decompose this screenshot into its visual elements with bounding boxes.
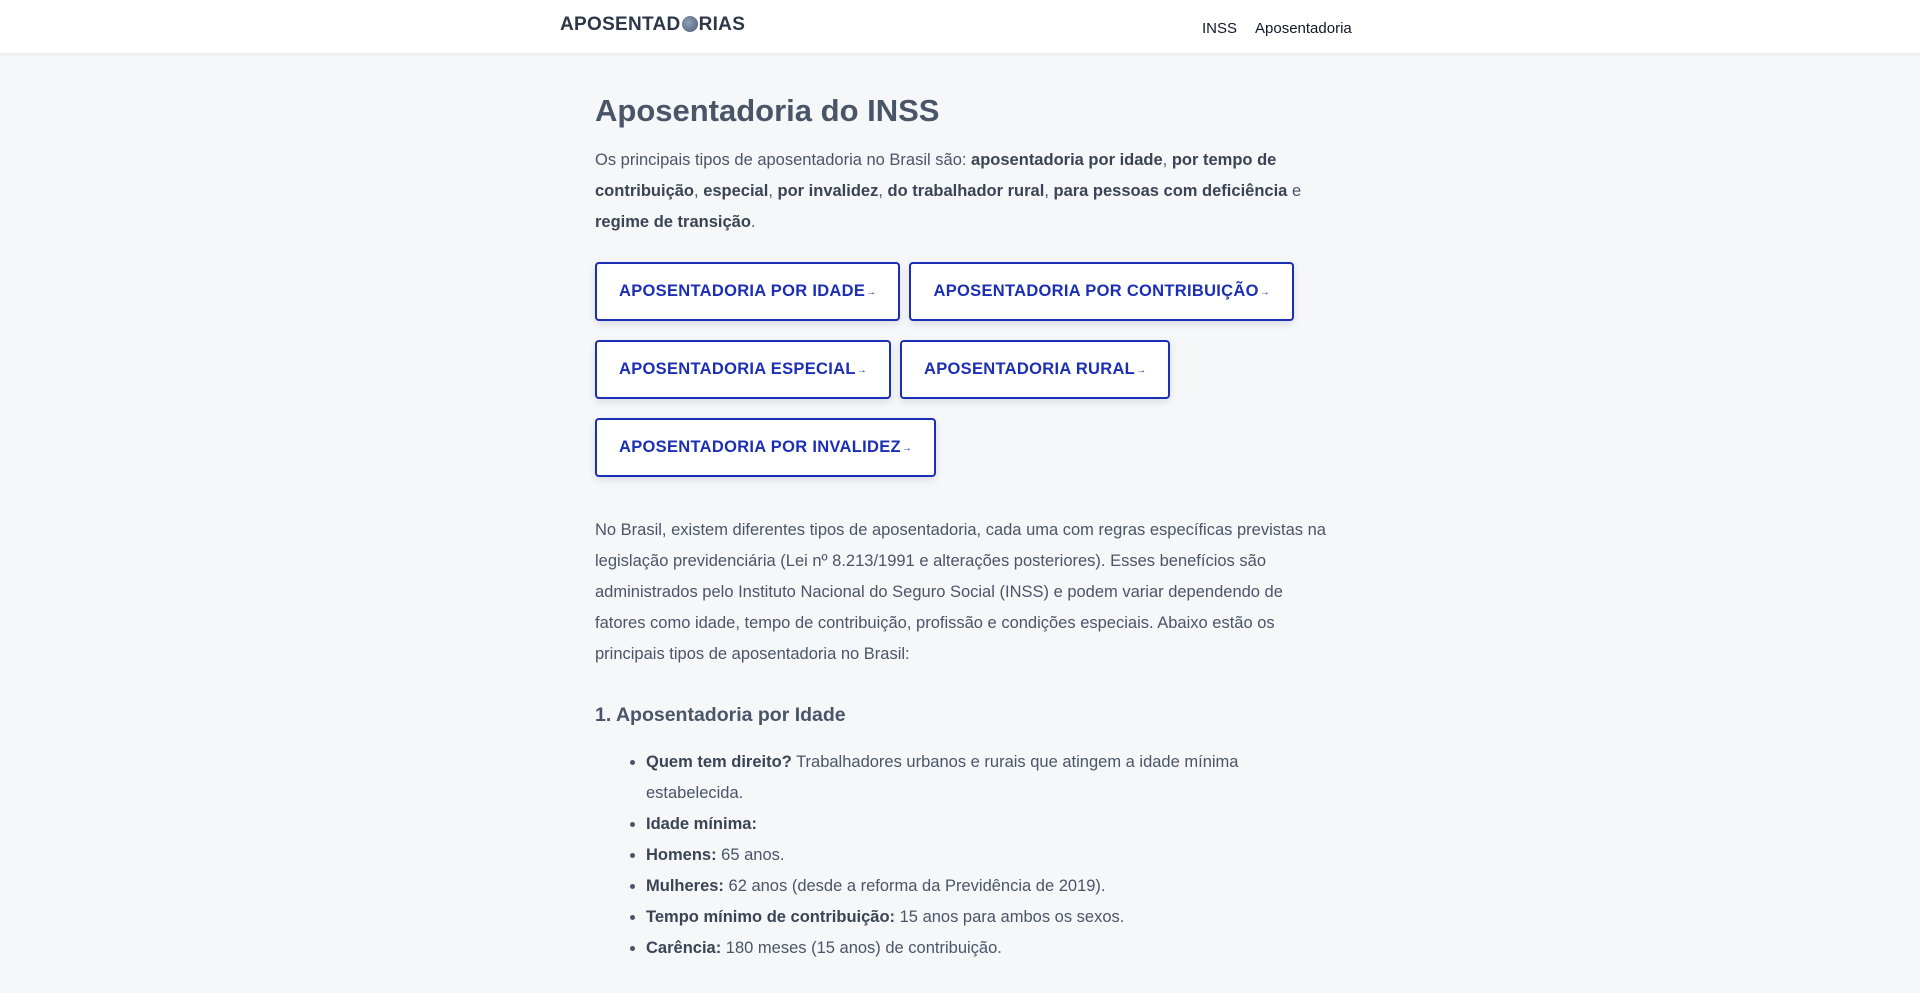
page-title: Aposentadoria do INSS <box>595 93 940 128</box>
arrow-right-icon: → <box>901 443 913 455</box>
main-nav <box>1202 20 1352 37</box>
logo-text-right: RIAS <box>698 14 746 35</box>
list-item: • Quem tem direito? Trabalhadores urbanos e rurais que atingem a idade mínima estabelecida. <box>646 747 1335 809</box>
top-navbar <box>0 0 1920 53</box>
list-item: • Homens: 65 anos. <box>646 840 1335 871</box>
site-logo[interactable] <box>560 14 745 36</box>
overview-paragraph: No Brasil, existem diferentes tipos de aposentadoria, cada uma com regras específicas previstas na legislação previdenciária (Lei nº 8.213/1991 e alterações posteriores). Esses benefícios são administrados pelo Instituto Nacional do Seguro Social (INSS) e podem variar dependendo de fatores como idade, tempo de contribuição, profissão e condições especiais. Abaixo estão os principais tipos de aposentadoria no Brasil: <box>595 521 1326 664</box>
nav-link-inss[interactable]: INSS <box>1202 20 1238 37</box>
arrow-right-icon: → <box>1136 365 1147 377</box>
button-aposentadoria-invalidez[interactable]: APOSENTADORIA POR INVALIDEZ → <box>595 418 936 477</box>
retirement-type-buttons <box>595 262 1335 477</box>
arrow-right-icon: → <box>1259 287 1271 299</box>
section-heading-idade: 1. Aposentadoria por Idade <box>595 704 846 727</box>
requirements-list <box>595 747 1335 964</box>
list-item: • Carência: 180 meses (15 anos) de contribuição. <box>646 933 1335 964</box>
arrow-right-icon: → <box>856 365 868 377</box>
list-item: • Tempo mínimo de contribuição: 15 anos para ambos os sexos. <box>646 902 1335 933</box>
list-item: • Mulheres: 62 anos (desde a reforma da Previdência de 2019). <box>646 871 1335 902</box>
nav-link-aposentadoria[interactable]: Aposentadoria <box>1255 20 1352 37</box>
arrow-right-icon: → <box>866 287 877 299</box>
list-item: • Idade mínima: <box>646 809 1335 840</box>
button-aposentadoria-rural[interactable]: APOSENTADORIA RURAL → <box>900 340 1170 399</box>
button-aposentadoria-contribuicao[interactable]: APOSENTADORIA POR CONTRIBUIÇÃO → <box>909 262 1294 321</box>
logo-text-left: APOSENTAD <box>560 14 681 35</box>
article-content <box>595 92 1335 964</box>
intro-paragraph: Os principais tipos de aposentadoria no Brasil são: aposentadoria por idade, por tempo de contribuição, especial, por invalidez, do trabalhador rural, para pessoas com deficiência e regime de transição. <box>595 151 1302 232</box>
button-aposentadoria-especial[interactable]: APOSENTADORIA ESPECIAL → <box>595 340 891 399</box>
coin-icon <box>682 16 698 32</box>
button-aposentadoria-idade[interactable]: APOSENTADORIA POR IDADE → <box>595 262 900 321</box>
